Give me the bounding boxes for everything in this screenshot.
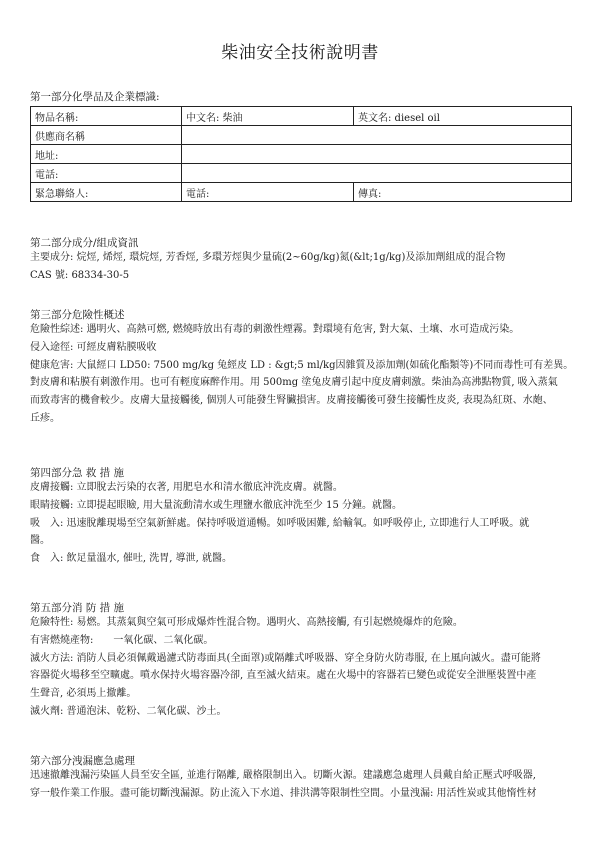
section-5-title: 第五部分消 防 措 施 xyxy=(30,602,125,614)
firefighting-method-line: 滅火方法: 消防人員必須佩戴過濾式防毒面具(全面罩)或隔離式呼吸器、穿全身防火防毒服, 在上風向滅火。盡可能將 xyxy=(30,652,541,664)
ingestion-line: 食 入: 飲足量溫水, 催吐, 洗胃, 導泄, 就醫。 xyxy=(30,553,232,565)
section-6-title: 第六部分洩漏應急處理 xyxy=(30,755,135,767)
health-hazard-line: 對皮膚和粘膜有刺激作用。也可有輕度麻醉作用。用 500mg 塗兔皮膚引起中度皮膚刺激。柴油為高沸點物質, 吸入蒸氣 xyxy=(30,377,558,389)
table-row xyxy=(31,145,572,164)
composition-line: 主要成分: 烷烴, 烯烴, 環烷烴, 芳香烴, 多環芳烴與少量硫(2~60g/kg)氮(&lt;1g/kg)及添加劑組成的混合物 xyxy=(30,252,506,263)
eye-contact-line: 眼睛接觸: 立即提起眼瞼, 用大量流動清水或生理鹽水徹底沖洗至少 15 分鐘。就醫。 xyxy=(30,499,402,511)
fax-label: 傳真: xyxy=(354,183,572,202)
english-name-cell: 英文名: diesel oil xyxy=(354,107,572,126)
supplier-name-label: 供應商名稱 xyxy=(31,126,182,145)
phone-label: 電話: xyxy=(31,164,182,183)
emergency-contact-label: 緊急聯絡人: xyxy=(31,183,182,202)
section-2-title: 第二部分成分/組成資訊 xyxy=(30,237,139,249)
address-value xyxy=(182,145,572,164)
table-row xyxy=(31,126,572,145)
emergency-phone-label: 電話: xyxy=(182,183,354,202)
section-3-body xyxy=(30,321,575,428)
health-hazard-line: 健康危害: 大鼠經口 LD50: 7500 mg/kg 兔經皮 LD : &gt;5 ml/kg因雜質及添加劑(如硫化酯類等)不同而毒性可有差異。 xyxy=(30,359,574,371)
inhalation-line: 吸 入: 迅速脫離現場至空氣新鮮處。保持呼吸道通暢。如呼吸困難, 給輸氧。如呼吸停止, 立即進行人工呼吸。就 xyxy=(30,517,530,529)
section-5-body xyxy=(30,614,575,721)
company-info-table xyxy=(30,106,572,202)
section-4-title: 第四部分急 救 措 施 xyxy=(30,467,125,479)
section-3-title: 第三部分危險性概述 xyxy=(30,309,125,321)
hazard-summary-line: 危險性綜述: 遇明火、高熱可燃, 燃燒時放出有毒的刺激性煙霧。對環境有危害, 對大氣、土壤、水可造成污染。 xyxy=(30,324,520,335)
phone-value xyxy=(182,164,572,183)
combustion-products-line: 有害燃燒產物: 一氧化碳、二氧化碳。 xyxy=(30,634,214,646)
product-name-label: 物品名稱: xyxy=(31,107,182,126)
health-hazard-line: 丘疹。 xyxy=(30,412,60,424)
extinguishing-agent-line: 滅火劑: 普通泡沫、乾粉、二氧化碳、沙土。 xyxy=(30,705,227,717)
section-2-body xyxy=(30,249,575,285)
address-label: 地址: xyxy=(31,145,182,164)
leak-handling-line: 迅速撤離洩漏污染區人員至安全區, 並進行隔離, 嚴格限制出入。切斷火源。建議應急處理人員戴自給正壓式呼吸器, xyxy=(30,770,536,781)
leak-handling-line: 穿一般作業工作服。盡可能切斷洩漏源。防止流入下水道、排洪溝等限制性空間。小量洩漏: 用活性炭或其他惰性材 xyxy=(30,787,537,799)
section-1-title: 第一部分化學品及企業標識: xyxy=(30,91,160,103)
inhalation-line: 醫。 xyxy=(30,535,50,547)
health-hazard-line: 而致毒害的機會較少。皮膚大量接觸後, 個別人可能發生腎臟損害。皮膚接觸後可發生接觸性皮炎, 表現為紅斑、水皰、 xyxy=(30,395,553,407)
table-row xyxy=(31,164,572,183)
chinese-name-cell: 中文名: 柴油 xyxy=(182,107,354,126)
table-row xyxy=(31,183,572,202)
table-row xyxy=(31,107,572,126)
firefighting-method-line: 生聲音, 必須馬上撤離。 xyxy=(30,688,137,700)
fire-hazard-line: 危險特性: 易燃。其蒸氣與空氣可形成爆炸性混合物。遇明火、高熱接觸, 有引起燃燒爆炸的危險。 xyxy=(30,617,463,628)
exposure-route-line: 侵入途徑: 可經皮膚粘膜吸收 xyxy=(30,341,157,353)
firefighting-method-line: 容器從火場移至空曠處。噴水保持火場容器冷卻, 直至滅火結束。處在火場中的容器若已變色或從安全泄壓裝置中產 xyxy=(30,670,537,682)
section-4-body xyxy=(30,479,575,568)
document-title: 柴油安全技術說明書 xyxy=(221,43,379,63)
section-6-body xyxy=(30,767,575,803)
supplier-name-value xyxy=(182,126,572,145)
cas-number-line: CAS 號: 68334-30-5 xyxy=(30,269,130,281)
skin-contact-line: 皮膚接觸: 立即脫去污染的衣著, 用肥皂水和清水徹底沖洗皮膚。就醫。 xyxy=(30,482,343,493)
